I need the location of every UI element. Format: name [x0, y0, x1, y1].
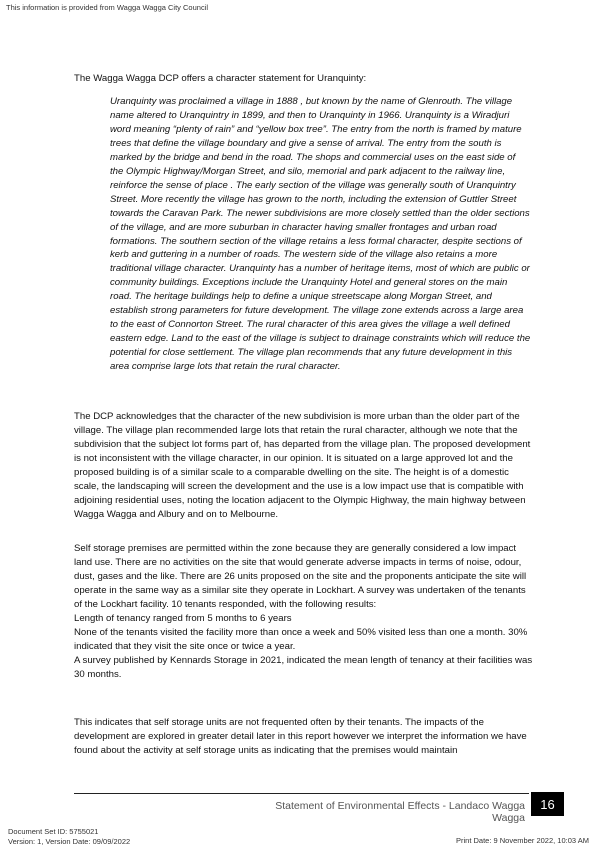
survey-result-visits: None of the tenants visited the facility more than once a week and 50% visited less than one a month. 30% indicated that they visit the site once or twice a year. — [74, 626, 528, 652]
document-metadata — [8, 827, 130, 846]
dcp-paragraph: The DCP acknowledges that the character of the new subdivision is more urban than the older part of the village. The village plan recommended large lots that retain the rural character, although we note that the subdivision that the subject lot forms part of, has departed from the village plan. The proposed development is not inconsistent with the village character, in our opinion. It is situated on a large approved lot and the proposed building is of a similar scale to a comparable dwelling on the site. The height is of a domestic scale, the landscaping will screen the development and the use is a low impact use that is compatible with adjoining residential uses, noting the location adjacent to the Olympic Highway, the main highway between Wagga Wagga and Albury and on to Melbourne. — [74, 411, 531, 520]
source-banner: This information is provided from Wagga Wagga City Council — [6, 3, 209, 12]
conclusion-paragraph: This indicates that self storage units are not frequented often by their tenants. The impacts of the development are explored in greater detail later in this report however we interpret the information we have found about the activity at self storage units as indicating that the premises would maintain — [74, 717, 527, 756]
survey-intro: Self storage premises are permitted within the zone because they are generally considered a low impact land use. There are no activities on the site that would generate adverse impacts in terms of noise, odour, dust, gases and the like. There are 26 units proposed on the site and the proponents anticipate the site will operate in the same way as a similar site they operate in Lockhart. A survey was undertaken of the tenants of the Lockhart facility. 10 tenants responded, with the following results: — [74, 543, 527, 610]
footer-divider — [74, 793, 529, 794]
self-storage-paragraph — [74, 542, 536, 682]
survey-result-kennards: A survey published by Kennards Storage in 2021, indicated the mean length of tenancy at their facilities was 30 months. — [74, 654, 533, 680]
intro-sentence: The Wagga Wagga DCP offers a character statement for Uranquinty: — [74, 73, 367, 84]
document-set-id: Document Set ID: 5755021 — [8, 827, 99, 836]
footer-title: Statement of Environmental Effects - Landaco Wagga Wagga — [275, 800, 525, 824]
version-info: Version: 1, Version Date: 09/09/2022 — [8, 836, 131, 846]
print-date: Print Date: 9 November 2022, 10:03 AM — [456, 836, 589, 845]
survey-result-tenancy: Length of tenancy ranged from 5 months to 6 years — [74, 612, 292, 624]
page-number: 16 — [531, 792, 564, 816]
character-statement-quote: Uranquinty was proclaimed a village in 1888 , but known by the name of Glenrouth. The village name altered to Uranquintry in 1899, and then to Uranquinty in 1966. Uranquinty is a Wiradjuri word meaning “plenty of rain” and “yellow box tree”. The entry from the north is framed by mature trees that define the village boundary and give a sense of arrival. The entry from the south is marked by the bridge and bend in the road. The shops and commercial uses on the east side of the Olympic Highway/Morgan Street, and silo, memorial and park adjacent to the railway line, reinforce the sense of place . The early section of the village was generally south of Uranquintry Street. More recently the village has grown to the north, including the extension of Guttler Street towards the Caravan Park. The newer subdivisions are more closely settled than the older sections of the village, and are more suburban in character having smaller frontages and urban road formations. The southern section of the village retains a less formal character, despite sections of kerb and guttering in a number of roads. The western side of the village also retains a more traditional village character. Uranquinty has a number of heritage items, most of which are public or community buildings. Exceptions include the Uranquinty Hotel and general stores on the main road. The heritage buildings help to define a unique streetscape along Morgan Street, and establish strong parameters for future development. The village zone extends across a large area to the east of Connorton Street. The rural character of this area gives the village a well defined eastern edge. Land to the east of the village is subject to drainage constraints which will reduce the potential for close settlement. The village plan recommends that any future development in this area comprise large lots that retain the rural character. — [110, 96, 531, 373]
